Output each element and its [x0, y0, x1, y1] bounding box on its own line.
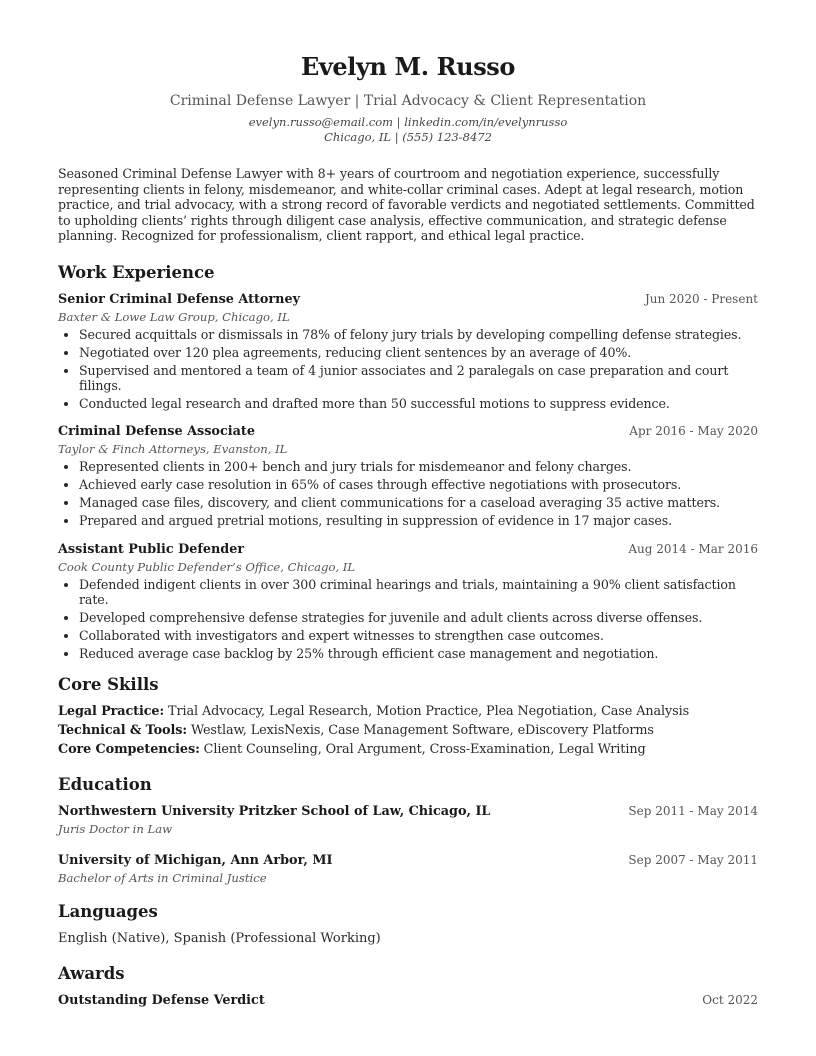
skill-value: Trial Advocacy, Legal Research, Motion Practice, Plea Negotiation, Case Analysis — [168, 704, 690, 720]
bullet-item: • Developed comprehensive defense strategies for juvenile and adult clients across diverse offenses. — [79, 610, 758, 625]
section-title-core-skills: Core Skills — [58, 675, 159, 695]
candidate-name: Evelyn M. Russo — [300, 52, 516, 81]
skill-label: Technical & Tools: — [58, 723, 187, 739]
section-title-awards: Awards — [58, 964, 125, 984]
bullet-list — [58, 577, 758, 662]
languages-text: English (Native), Spanish (Professional Working) — [58, 931, 381, 947]
award-date: Oct 2022 — [702, 993, 758, 1008]
degree: Juris Doctor in Law — [58, 822, 173, 837]
bullet-item: • Achieved early case resolution in 65% of cases through effective negotiations with prosecutors. — [79, 477, 758, 492]
section-title-education: Education — [58, 775, 152, 795]
entry-header — [58, 292, 758, 307]
headline: Criminal Defense Lawyer | Trial Advocacy & Client Representation — [169, 93, 647, 109]
education-dates: Sep 2007 - May 2011 — [628, 853, 758, 868]
bullet-item: • Negotiated over 120 plea agreements, reducing client sentences by an average of 40%. — [79, 345, 758, 360]
job-title: Assistant Public Defender — [58, 541, 245, 557]
job-dates: Apr 2016 - May 2020 — [629, 424, 758, 439]
job-title: Senior Criminal Defense Attorney — [58, 291, 301, 307]
employer: Baxter & Lowe Law Group, Chicago, IL — [58, 309, 290, 324]
employer: Taylor & Finch Attorneys, Evanston, IL — [58, 442, 288, 457]
entry-header — [58, 804, 758, 819]
languages-section — [58, 902, 758, 946]
bullet-list — [58, 459, 758, 528]
bullet-list — [58, 327, 758, 412]
employer: Cook County Public Defender’s Office, Chicago, IL — [58, 559, 356, 574]
section-title-languages: Languages — [58, 902, 158, 922]
education-dates: Sep 2011 - May 2014 — [628, 804, 758, 819]
bullet-item: • Represented clients in 200+ bench and jury trials for misdemeanor and felony charges. — [79, 459, 758, 474]
entry-header — [58, 542, 758, 557]
skill-value: Westlaw, LexisNexis, Case Management Software, eDiscovery Platforms — [190, 723, 654, 739]
work-experience-section — [58, 263, 758, 662]
education-entry — [58, 804, 758, 836]
bullet-item: • Reduced average case backlog by 25% through efficient case management and negotiation. — [79, 646, 758, 661]
bullet-item: • Supervised and mentored a team of 4 junior associates and 2 paralegals on case preparation and court filings. — [79, 363, 758, 393]
section-title-work-experience: Work Experience — [58, 262, 215, 282]
school-name: University of Michigan, Ann Arbor, MI — [58, 853, 333, 869]
education-entry — [58, 853, 758, 885]
award-entry — [58, 993, 758, 1008]
job-dates: Jun 2020 - Present — [644, 291, 758, 306]
entry-header — [58, 853, 758, 868]
experience-entry — [58, 292, 758, 412]
bullet-item: • Collaborated with investigators and expert witnesses to strengthen case outcomes. — [79, 628, 758, 643]
skills-list — [58, 702, 758, 759]
school-name: Northwestern University Pritzker School of Law, Chicago, IL — [58, 804, 491, 820]
bullet-item: • Prepared and argued pretrial motions, resulting in suppression of evidence in 17 major cases. — [79, 513, 758, 528]
award-title: Outstanding Defense Verdict — [58, 993, 265, 1009]
skill-line — [58, 721, 758, 740]
bullet-item: • Conducted legal research and drafted more than 50 successful motions to suppress evidence. — [79, 396, 758, 411]
skill-line — [58, 740, 758, 759]
skill-label: Core Competencies: — [58, 742, 200, 758]
skill-line — [58, 702, 758, 721]
resume-header — [58, 0, 758, 145]
bullet-item: • Defended indigent clients in over 300 criminal hearings and trials, maintaining a 90% client satisfaction rate. — [79, 577, 758, 607]
skill-label: Legal Practice: — [58, 704, 165, 720]
awards-section — [58, 964, 758, 1008]
core-skills-section — [58, 675, 758, 759]
education-section — [58, 775, 758, 885]
contact-line-email-linkedin: evelyn.russo@email.com | linkedin.com/in/evelynrusso — [248, 115, 568, 129]
entry-header — [58, 424, 758, 439]
professional-summary: Seasoned Criminal Defense Lawyer with 8+ years of courtroom and negotiation experience, successfully representing clients in felony, misdemeanor, and white-collar criminal cases. Adept at legal research, motion practice, and trial advocacy, with a strong record of favorable verdicts and negotiated settlements. Committed to upholding clients’ rights through diligent case analysis, effective communication, and strategic defense planning. Recognized for professionalism, client rapport, and ethical legal practice. — [58, 166, 755, 243]
contact-line-location-phone: Chicago, IL | (555) 123-8472 — [324, 130, 492, 144]
bullet-item: • Secured acquittals or dismissals in 78% of felony jury trials by developing compelling defense strategies. — [79, 327, 758, 342]
experience-entry — [58, 424, 758, 528]
job-dates: Aug 2014 - Mar 2016 — [628, 541, 758, 556]
job-title: Criminal Defense Associate — [58, 424, 255, 440]
skill-value: Client Counseling, Oral Argument, Cross-Examination, Legal Writing — [203, 742, 646, 758]
bullet-item: • Managed case files, discovery, and client communications for a caseload averaging 35 active matters. — [79, 495, 758, 510]
degree: Bachelor of Arts in Criminal Justice — [58, 871, 267, 886]
experience-entry — [58, 542, 758, 662]
